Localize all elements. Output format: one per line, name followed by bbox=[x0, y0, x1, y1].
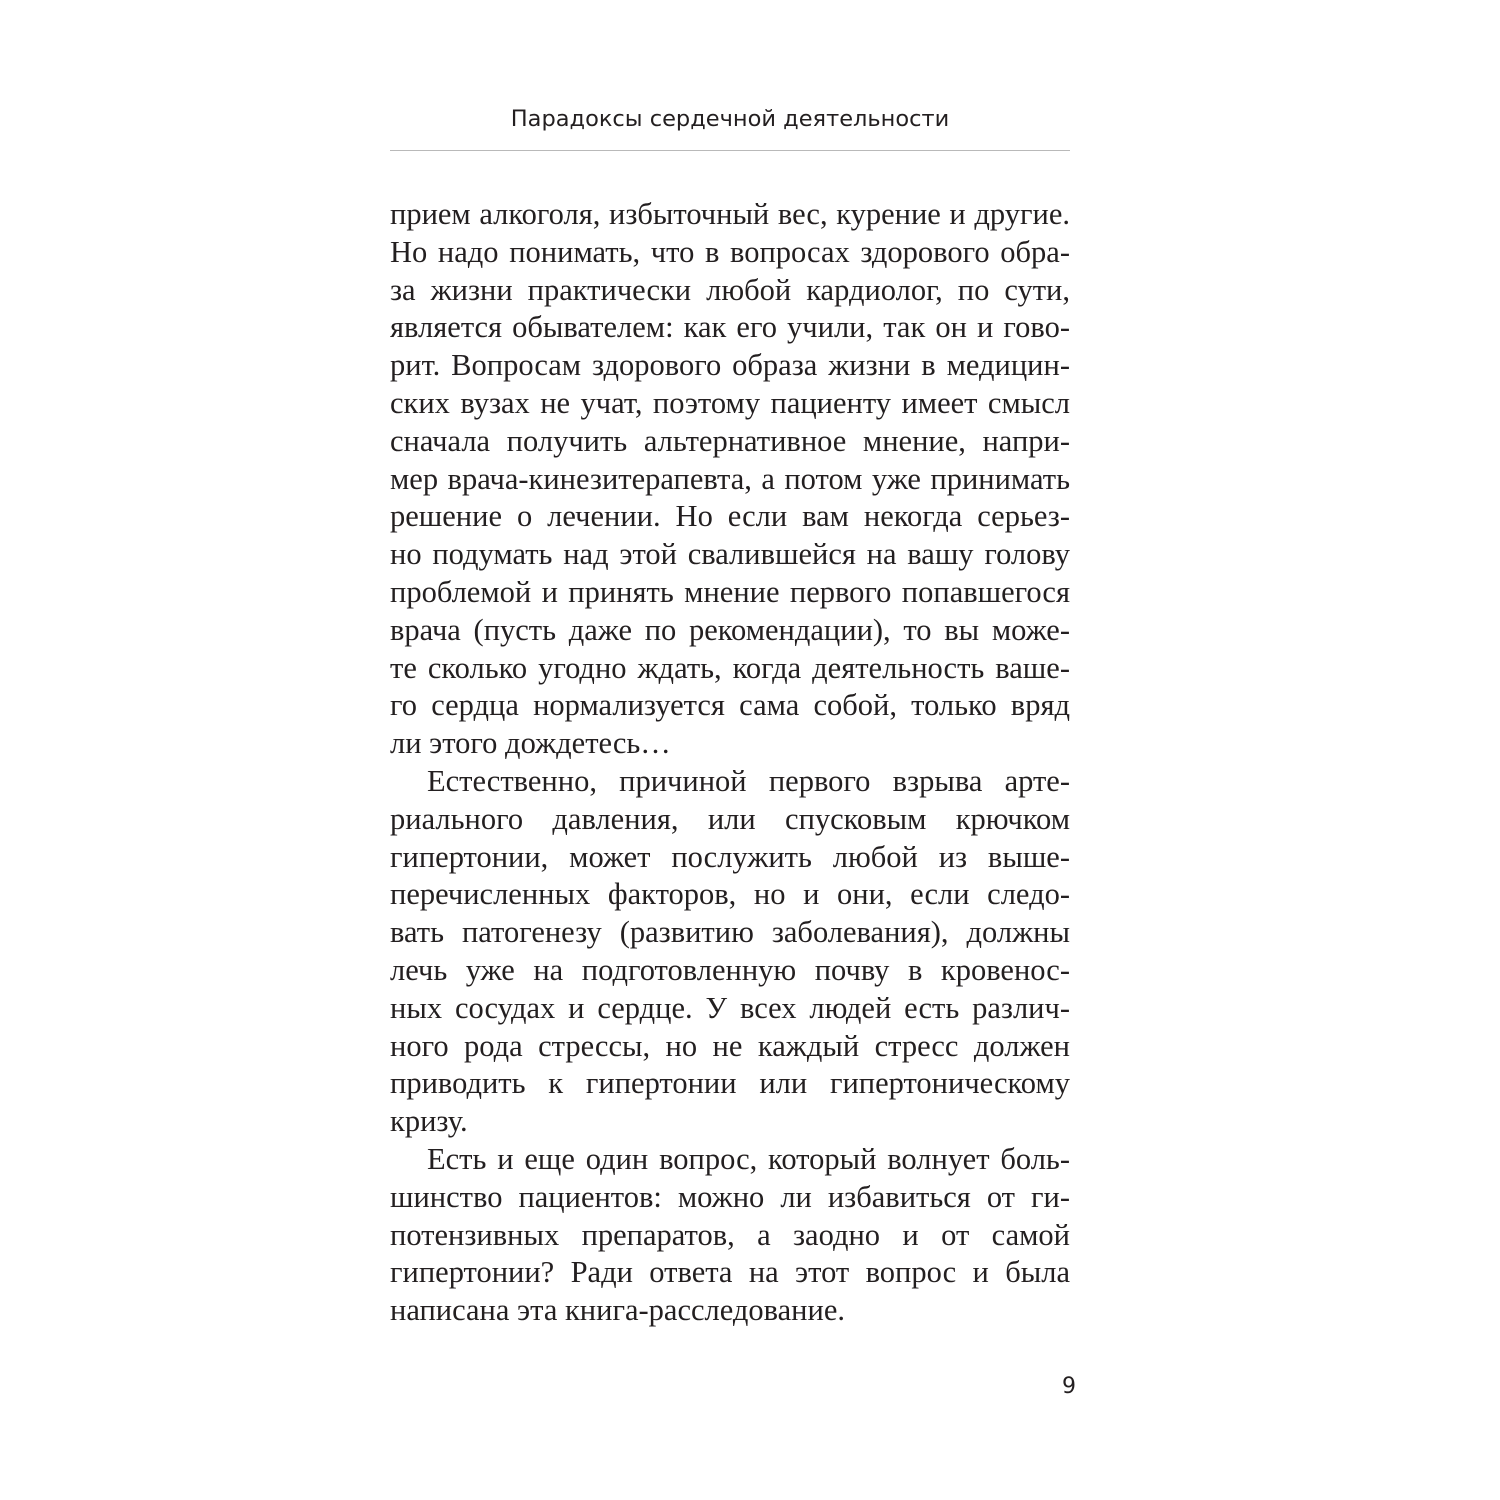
text-line: приводить к гипертонии или гипертоническому bbox=[390, 1066, 1070, 1101]
page-number: 9 bbox=[1062, 1374, 1076, 1399]
text-line: проблемой и принять мнение первого попавшегося bbox=[390, 574, 1070, 609]
paragraph-1 bbox=[390, 196, 1070, 763]
text-line: риального давления, или спусковым крючком bbox=[390, 801, 1070, 836]
text-line: мер врача-кинезитерапевта, а потом уже принимать bbox=[390, 461, 1070, 496]
text-line: за жизни практически любой кардиолог, по сути, bbox=[390, 272, 1070, 307]
text-line: ных сосудах и сердце. У всех людей есть различ- bbox=[390, 990, 1070, 1025]
text-line: вать патогенезу (развитию заболевания), должны bbox=[390, 915, 1070, 950]
text-line: Есть и еще один вопрос, который волнует боль- bbox=[427, 1141, 1070, 1176]
text-line: гипертонии, может послужить любой из выше- bbox=[390, 839, 1070, 874]
text-line: ских вузах не учат, поэтому пациенту имеет смысл bbox=[390, 385, 1070, 420]
text-line: шинство пациентов: можно ли избавиться от ги- bbox=[390, 1179, 1070, 1214]
text-line: ного рода стрессы, но не каждый стресс должен bbox=[390, 1028, 1070, 1063]
text-line: Но надо понимать, что в вопросах здорового обра- bbox=[390, 234, 1070, 269]
text-line: но подумать над этой свалившейся на вашу голову bbox=[390, 537, 1070, 572]
text-line: ли этого дождетесь… bbox=[390, 726, 671, 761]
running-header: Парадоксы сердечной деятельности bbox=[510, 106, 950, 132]
paragraph-3 bbox=[390, 1141, 1070, 1330]
text-line: врача (пусть даже по рекомендации), то вы може- bbox=[390, 612, 1070, 647]
text-line: прием алкоголя, избыточный вес, курение и другие. bbox=[390, 197, 1070, 231]
text-line: лечь уже на подготовленную почву в кровенос- bbox=[390, 952, 1070, 987]
text-line: гипертонии? Ради ответа на этот вопрос и была bbox=[390, 1255, 1070, 1290]
text-line: го сердца нормализуется сама собой, только вряд bbox=[390, 688, 1070, 723]
paragraph-2 bbox=[390, 763, 1070, 1141]
text-line: потензивных препаратов, а заодно и от самой bbox=[390, 1217, 1070, 1252]
text-line: кризу. bbox=[390, 1104, 468, 1139]
text-line: является обывателем: как его учили, так он и гово- bbox=[390, 310, 1070, 345]
text-line: рит. Вопросам здорового образа жизни в медицин- bbox=[390, 348, 1070, 383]
text-line: перечисленных факторов, но и они, если следо- bbox=[390, 877, 1070, 912]
body-text bbox=[390, 196, 1070, 1330]
text-line: Естественно, причиной первого взрыва арте- bbox=[427, 763, 1070, 798]
header-divider bbox=[390, 150, 1070, 151]
text-line: те сколько угодно ждать, когда деятельность ваше- bbox=[390, 650, 1070, 685]
text-line: сначала получить альтернативное мнение, напри- bbox=[390, 423, 1070, 458]
text-line: написана эта книга-расследование. bbox=[390, 1293, 845, 1328]
text-line: решение о лечении. Но если вам некогда серьез- bbox=[390, 499, 1070, 534]
